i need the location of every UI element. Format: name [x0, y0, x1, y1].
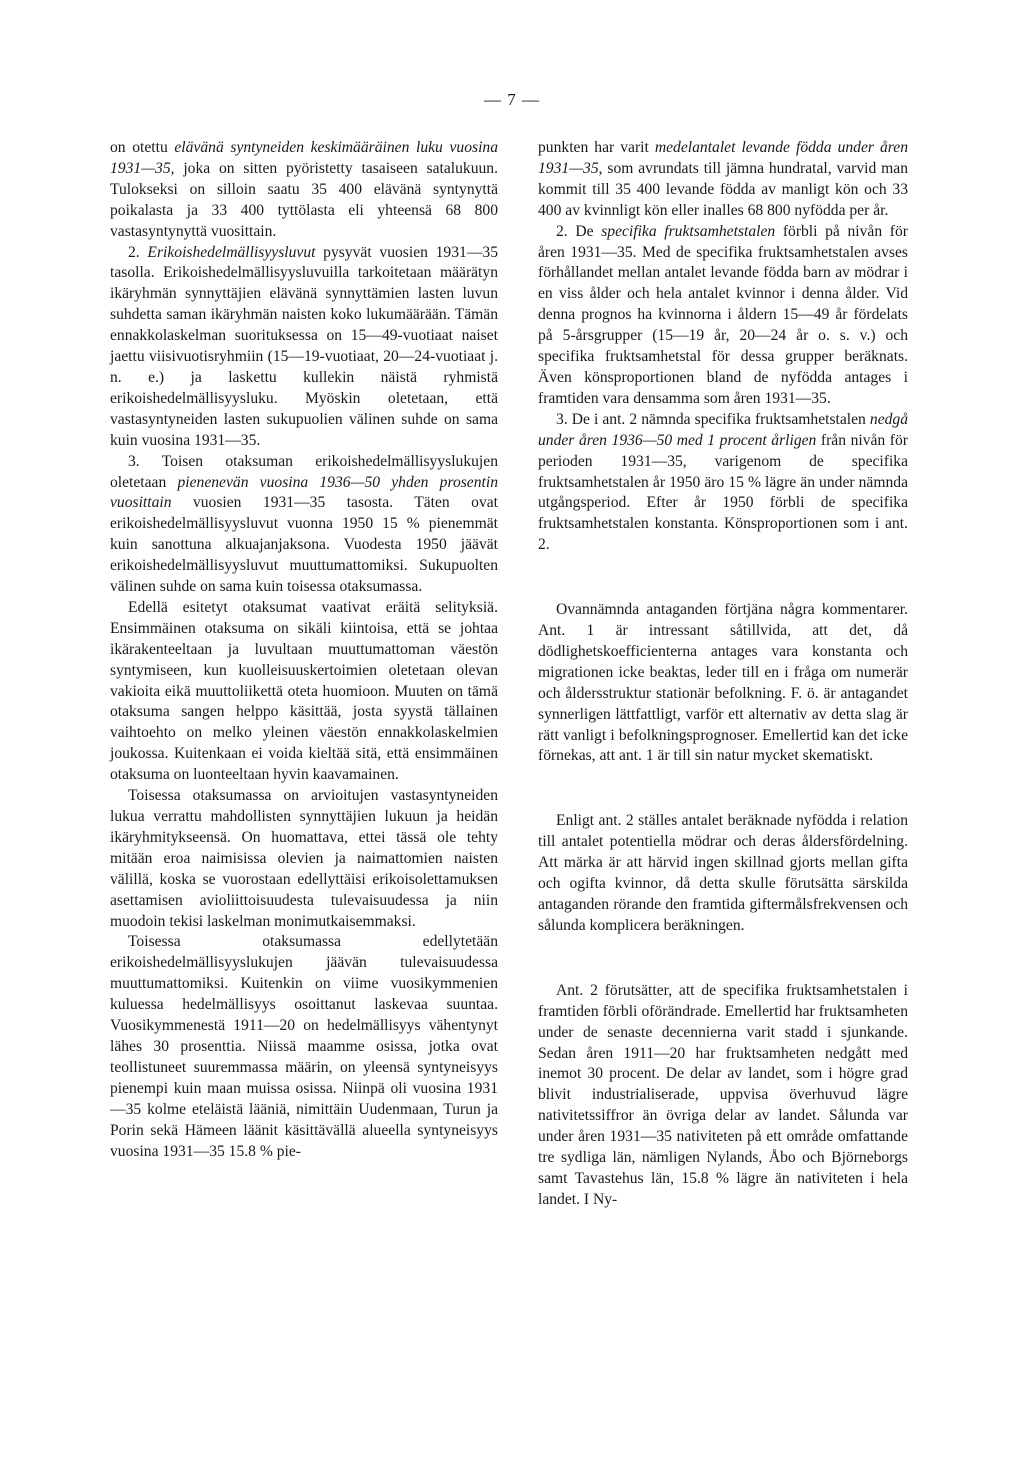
swedish-paragraph-3 — [538, 410, 908, 556]
text-run: pysyvät vuosien 1931—35 tasolla. Erikoishedelmällisyysluvuilla tarkoitetaan määrätyn ikäryhmän synnyttäjien elävänä synnyttämien lasten luvun suhdetta saman ikäryhmän naisten koko lukumäärään. Tämän ennakkolaskelman suorituksessa on 15—49-vuotiaat naiset jaettu viisivuotisryhmiin (15—19-vuotiaat, 20—24-vuotiaat j. n. e.) ja laskettu kullekin näistä ryhmistä erikoishedelmällisyysluku. Myöskin oletetaan, että vastasyntyneiden lasten sukupuolien välinen suhde on sama kuin vuosina 1931—35. — [110, 243, 499, 449]
italic-phrase: Erikoishedelmällisyysluvut — [147, 243, 316, 261]
finnish-paragraph-1 — [110, 138, 498, 243]
italic-phrase: pienenevän vuosina 1936—50 yhden prosentin vuosittain — [110, 473, 498, 512]
finnish-paragraph-6 — [110, 932, 498, 1162]
text-run: joka on sitten pyöristetty tasaiseen satalukuun. Tulokseksi on silloin saatu 35 400 elävänä syntynyttä poikalasta ja 33 400 tyttölasta eli yhteensä 68 800 vastasyntynyttä vuosittain. — [110, 159, 498, 240]
finnish-paragraph-5 — [110, 786, 498, 932]
text-run: 2. — [128, 243, 148, 261]
text-run: Ovannämnda antaganden förtjäna några kommentarer. Ant. 1 är intressant såtillvida, att det, då dödlighetskoefficienterna antages vara konstanta och migrationen icke beaktas, leder till en i fråga om numerär och åldersstruktur stationär befolkning. F. ö. är antagandet synnerligen lättfattligt, varför ett alternativ av detta slag är rätt vanligt i befolkningsprognoser. Emellertid kan det icke förnekas, att ant. 1 är till sin natur mycket skematiskt. — [538, 601, 908, 765]
swedish-paragraph-5 — [538, 811, 908, 936]
italic-phrase: nedgå under åren 1936—50 med 1 procent årligen — [538, 410, 908, 449]
text-run: Edellä esitetyt otaksumat vaativat eräitä selityksiä. Ensimmäinen otaksuma on sikäli kiintoisa, että se johtaa ikärakenteeltaan ja luvultaan muuttumattoman väestön syntymiseen, kun kuolleisuuskertoimien oletetaan olevan vakioita eikä muuttoliikettä oteta huomioon. Muuten on tämä otaksuma sangen helppo käsittää, josta syystä tällainen vaihtoehto on melko yleinen väestön ennakkolaskelmien joukossa. Kuitenkaan ei voida kieltää sitä, että ensimmäinen otaksuma on luonteeltaan hyvin kaavamainen. — [110, 598, 498, 784]
text-run: som avrundats till jämna hundratal, varvid man kommit till 35 400 levande födda av manligt kön och 33 400 av kvinnligt kön eller inalles 68 800 nyfödda per år. — [538, 159, 908, 219]
right-column-swedish — [538, 138, 908, 1211]
text-run: 3. Toisen otaksuman erikoishedelmällisyyslukujen oletetaan — [110, 452, 498, 491]
text-run: on otettu — [110, 139, 175, 156]
left-column-finnish — [110, 138, 498, 1162]
finnish-paragraph-2 — [110, 243, 498, 452]
text-run: punkten har varit — [538, 139, 655, 156]
text-run: Ant. 2 förutsätter, att de specifika fruktsamhetstalen i framtiden förbli oförändrade. Emellertid har fruktsamheten under de senaste decennierna varit stadd i sjunkande. Sedan åren 1911—20 har fruktsamheten nedgått med inemot 30 procent. De delar av landet, som i högre grad blivit industrialiserade, uppvisa överhuvud lägre nativitetssiffror än övriga delar av landet. Sålunda var under åren 1931—35 nativiteten på ett område omfattande tre sydliga län, nämligen Nylands, Åbo och Björneborgs samt Tavastehus län, 15.8 % lägre än nativiteten i hela landet. I Ny- — [538, 981, 908, 1208]
text-run: förbli på nivån för åren 1931—35. Med de specifika fruktsamhetstalen avses förhållandet mellan antalet levande födda barn av mödrar i en viss ålder och hela antalet kvinnor i denna ålder. Vid denna prognos ha kvinnorna i åldern 15—49 år fördelats på 5-årsgrupper (15—19 år, 20—24 år o. s. v.) och specifika fruktsamhetstal för dessa grupper beräknats. Även könsproportionen bland de nyfödda antages i framtiden vara densamma som åren 1931—35. — [538, 222, 908, 407]
page-number: — 7 — — [484, 90, 540, 109]
swedish-paragraph-4 — [538, 600, 908, 767]
text-run: Enligt ant. 2 ställes antalet beräknade nyfödda i relation till antalet potentiella mödrar och deras åldersfördelning. Att märka är att härvid ingen skillnad gjorts mellan gifta och ogifta kvinnor, då detta skulle förutsätta särskilda antaganden rörande den framtida giftermålsfrekvensen och sålunda komplicera beräkningen. — [538, 812, 908, 934]
italic-phrase: specifika fruktsamhetstalen — [601, 222, 776, 240]
text-run: 2. De — [556, 222, 602, 240]
text-run: Toisessa otaksumassa edellytetään erikoishedelmällisyyslukujen jäävän tulevaisuudessa muuttumattomiksi. Kuitenkin on viime vuosikymmenien kuluessa hedelmällisyys osoittanut laskevaa suuntaa. Vuosikymmenestä 1911—20 on hedelmällisyys vähentynyt lähes 30 prosenttia. Niissä maamme osissa, jotka ovat teollistuneet suuremmassa määrin, on yleensä syntyneisyys pienempi kuin maan muissa osissa. Niinpä oli vuosina 1931—35 kolme eteläistä lääniä, nimittäin Uudenmaan, Turun ja Porin sekä Hämeen läänit käsittävällä alueella syntyneisyys vuosina 1931—35 15.8 % pie- — [110, 933, 498, 1160]
finnish-paragraph-4 — [110, 598, 498, 786]
text-run: 3. De i ant. 2 nämnda specifika fruktsamhetstalen — [556, 410, 870, 428]
italic-phrase: elävänä syntyneiden keskimääräinen luku vuosina 1931—35, — [110, 139, 499, 177]
swedish-paragraph-1 — [538, 138, 908, 222]
italic-phrase: medelantalet levande födda under åren 1931—35, — [538, 139, 909, 177]
swedish-paragraph-2 — [538, 222, 908, 410]
swedish-paragraph-6 — [538, 981, 908, 1211]
text-run: från nivån för perioden 1931—35, varigenom de specifika fruktsamhetstalen år 1950 äro 15 % lägre än under nämnda utgångsperiod. Efter år 1950 förbli de specifika fruktsamhetstalen konstanta. Könsproportionen som i ant. 2. — [538, 431, 908, 554]
text-run: vuosien 1931—35 tasosta. Täten ovat erikoishedelmällisyysluvut vuonna 1950 15 % pienemmät kuin sanottuna alkuajanjaksona. Vuodesta 1950 jäävät erikoishedelmällisyysluvut muuttumattomiksi. Sukupuolten välinen suhde on sama kuin toisessa otaksumassa. — [110, 494, 498, 596]
finnish-paragraph-3 — [110, 452, 498, 598]
text-run: Toisessa otaksumassa on arvioitujen vastasyntyneiden lukua verrattu mahdollisten synnyttäjien lukuun ja heidän ikäryhmitykseensä. On huomattava, ettei tässä ole tehty mitään eroa naimisissa olevien ja naimattomien naisten välillä, koska se vuorostaan edellyttäisi erikoisolettamuksen asettamisen avioliittoisuudesta tulevaisuudessa ja niin muodoin tekisi laskelman monimutkaisemmaksi. — [110, 787, 498, 930]
